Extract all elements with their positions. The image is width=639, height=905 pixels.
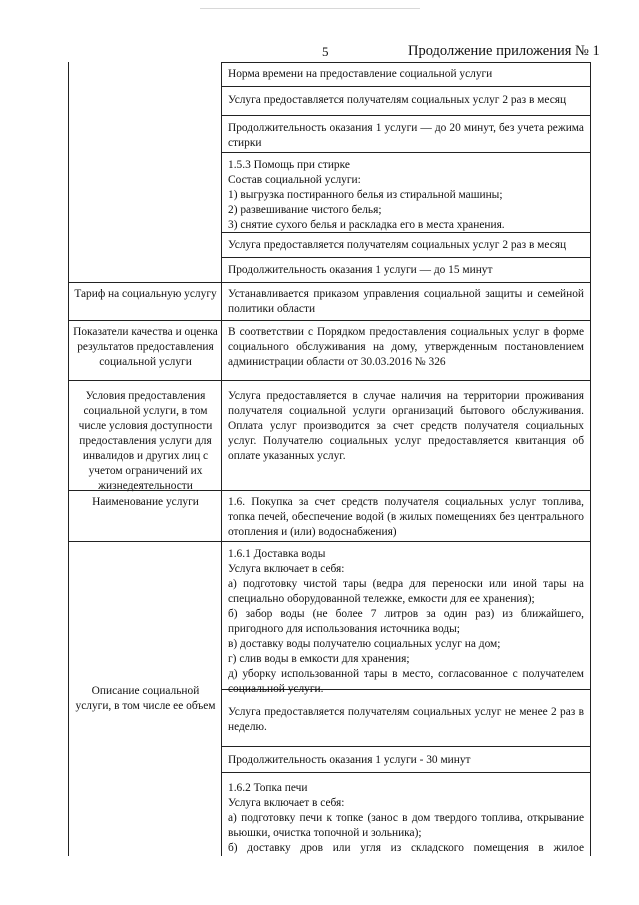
service-table (68, 62, 591, 856)
norm-heading: Норма времени на предоставление социальной услуги (228, 68, 493, 80)
quality-label: Показатели качества и оценка результатов предоставления социальной услуги (73, 326, 218, 368)
list-item: а) подготовку чистой тары (ведра для переноски или иной тары на специально оборудованной тележке, емкости для ее хранения); (228, 578, 584, 605)
row-border (69, 380, 590, 381)
scan-artifact-line (200, 8, 420, 9)
water-includes: Услуга включает в себя: (228, 563, 345, 575)
row-border (221, 257, 590, 258)
conditions-label: Условия предоставления социальной услуги, в том числе условия доступности предоставления услуги для инвалидов и других лиц с учетом ограничений их жизнедеятельности (78, 390, 213, 492)
stove-block (228, 781, 584, 856)
water-duration: Продолжительность оказания 1 услуги - 30 минут (228, 754, 471, 766)
row-border (69, 282, 590, 283)
list-item: д) уборку использованной тары в место, согласованное с получателем социальной услуги. (228, 668, 584, 695)
list-item: а) подготовку печи к топке (занос в дом твердого топлива, открывание вьюшки, очистка топочной и зольника); (228, 812, 584, 839)
wash-help-block (228, 158, 584, 233)
column-divider (221, 62, 222, 856)
laundry-duration: Продолжительность оказания 1 услуги — до 20 минут, без учета режима стирки (228, 122, 584, 149)
row-border (69, 541, 590, 542)
water-title: 1.6.1 Доставка воды (228, 548, 326, 560)
list-item: г) слив воды в емкости для хранения; (228, 653, 410, 665)
wash-help-title: 1.5.3 Помощь при стирке (228, 159, 350, 171)
row-border (69, 320, 590, 321)
stove-includes: Услуга включает в себя: (228, 797, 345, 809)
description-label: Описание социальной услуги, в том числе ее объем (75, 685, 216, 712)
wash-help-frequency: Услуга предоставляется получателям социальных услуг 2 раз в месяц (228, 239, 567, 251)
row-border (221, 115, 590, 116)
service-name-value: 1.6. Покупка за счет средств получателя социальных услуг топлива, топка печей, обеспечение водой (в жилых помещениях без центрального отопления и (или) водоснабжения) (228, 496, 584, 538)
list-item: в) доставку воды получателю социальных услуг на дом; (228, 638, 501, 650)
list-item: 1) выгрузка постиранного белья из стиральной машины; (228, 189, 503, 201)
row-border (221, 62, 590, 63)
tariff-label: Тариф на социальную услугу (74, 288, 217, 300)
water-delivery-block (228, 547, 584, 697)
tariff-value: Устанавливается приказом управления социальной защиты и семейной политики области (228, 288, 584, 315)
row-border (221, 152, 590, 153)
continuation-header: Продолжение приложения № 1 (408, 43, 600, 59)
list-item: б) забор воды (не более 7 литров за один раз) из ближайшего, пригодного для использования источника воды; (228, 608, 584, 635)
row-border (221, 772, 590, 773)
quality-value: В соответствии с Порядком предоставления социальных услуг в форме социального обслуживания на дому, утвержденным постановлением администрации области от 30.03.2016 № 326 (228, 326, 584, 368)
service-name-label: Наименование услуги (92, 496, 199, 508)
page-number: 5 (322, 44, 329, 59)
list-item: б) доставку дров или угля из складского помещения в жилое (228, 842, 584, 854)
list-item: 3) снятие сухого белья и раскладка его в места хранения. (228, 219, 505, 231)
wash-help-composition: Состав социальной услуги: (228, 174, 361, 186)
stove-title: 1.6.2 Топка печи (228, 782, 308, 794)
water-frequency: Услуга предоставляется получателям социальных услуг не менее 2 раз в неделю. (228, 706, 584, 733)
laundry-frequency: Услуга предоставляется получателям социальных услуг 2 раз в месяц (228, 94, 567, 106)
row-border (221, 86, 590, 87)
wash-help-duration: Продолжительность оказания 1 услуги — до 15 минут (228, 264, 493, 276)
list-item: 2) развешивание чистого белья; (228, 204, 382, 216)
row-border (221, 746, 590, 747)
conditions-value: Услуга предоставляется в случае наличия на территории проживания получателя социальной услуги организаций бытового обслуживания. Оплата услуг производится за счет средств получателя социальных услуг. Получателю социальных услуг предоставляется квитанция об оплате указанных услуг. (228, 390, 584, 462)
